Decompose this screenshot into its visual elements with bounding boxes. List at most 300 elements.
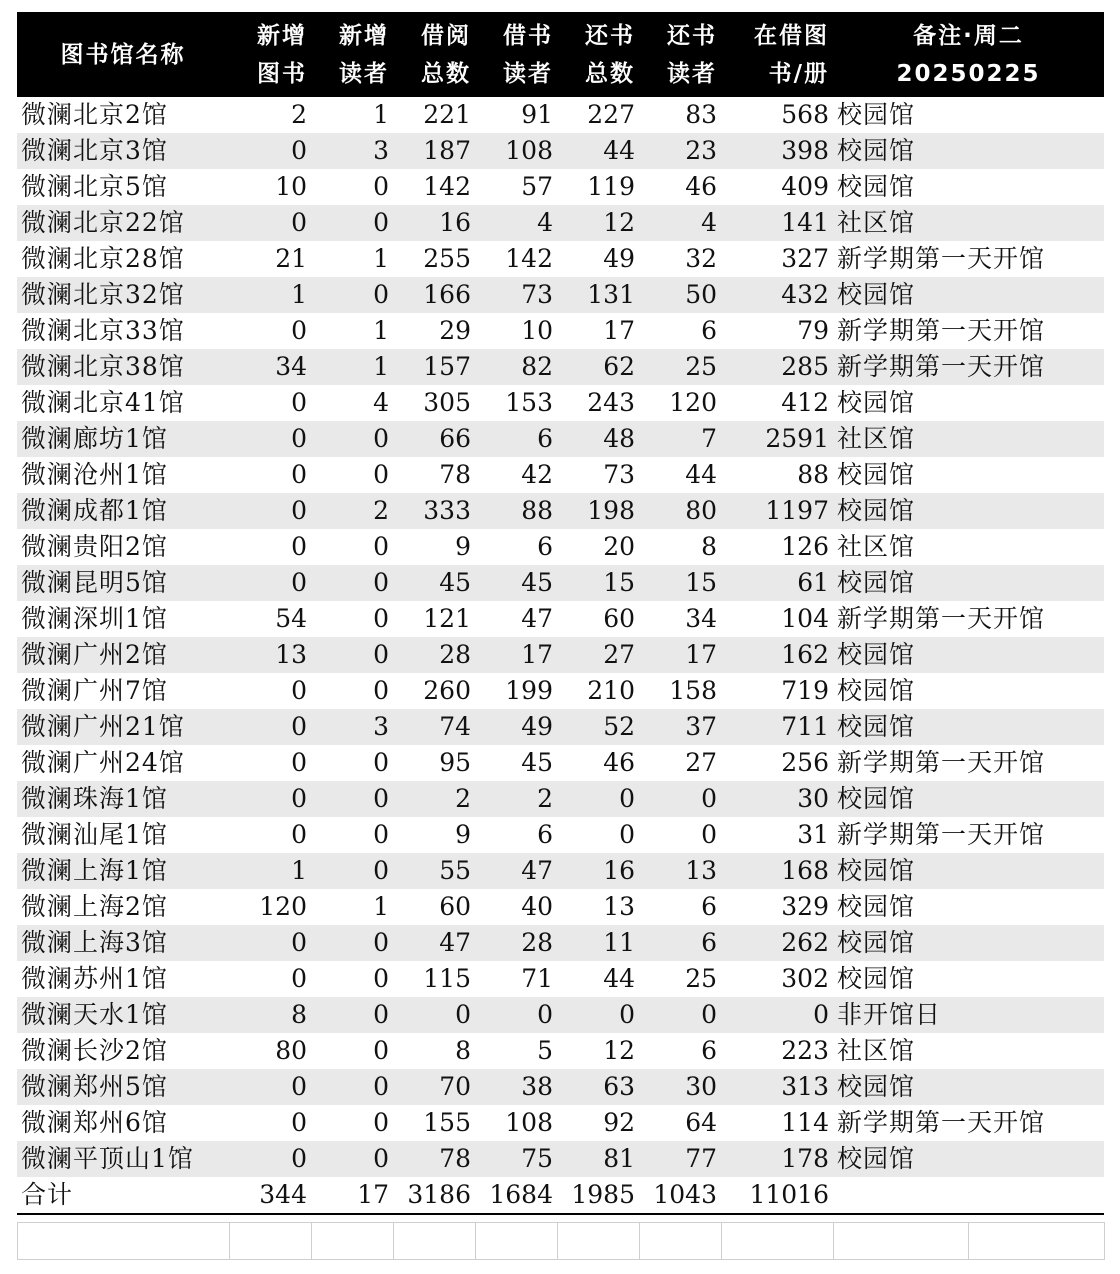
cell-loan-readers[interactable]: 17: [475, 637, 557, 673]
cell-returns-total[interactable]: 198: [557, 493, 639, 529]
cell-books-on-loan[interactable]: 329: [781, 892, 829, 921]
cell-new-readers[interactable]: 0: [311, 565, 393, 601]
cell-loan-readers[interactable]: 2: [475, 781, 557, 817]
cell-note[interactable]: 校园馆: [833, 565, 1104, 601]
cell-loans-total[interactable]: 78: [439, 460, 471, 489]
cell-loan-readers[interactable]: 0: [475, 997, 557, 1033]
cell-note[interactable]: 社区馆: [833, 421, 1104, 457]
cell-library-name[interactable]: 微澜上海2馆: [21, 892, 168, 921]
header-loans-total[interactable]: 借阅 总数: [393, 12, 475, 97]
cell-note[interactable]: 新学期第一天开馆: [833, 349, 1104, 385]
cell-returns-total[interactable]: 62: [557, 349, 639, 385]
cell-note[interactable]: 社区馆: [833, 205, 1104, 241]
cell-loan-readers[interactable]: 108: [475, 133, 557, 169]
empty-cell[interactable]: [834, 1223, 969, 1260]
cell-loan-readers[interactable]: 6: [537, 532, 553, 561]
cell-note[interactable]: [833, 1177, 1104, 1214]
cell-return-readers[interactable]: 80: [639, 493, 721, 529]
cell-returns-total[interactable]: 44: [557, 133, 639, 169]
cell-library-name[interactable]: 微澜北京38馆: [17, 349, 229, 385]
cell-books-on-loan[interactable]: 719: [781, 676, 829, 705]
cell-new-books[interactable]: 120: [259, 892, 307, 921]
cell-return-readers[interactable]: 6: [639, 925, 721, 961]
header-library-name[interactable]: 图书馆名称: [17, 12, 229, 97]
cell-new-readers[interactable]: 17: [311, 1177, 393, 1214]
cell-new-readers[interactable]: 0: [373, 1108, 389, 1137]
cell-loans-total[interactable]: 2: [393, 781, 475, 817]
cell-returns-total[interactable]: 1985: [557, 1177, 639, 1214]
cell-return-readers[interactable]: 158: [669, 676, 717, 705]
cell-loans-total[interactable]: 55: [393, 853, 475, 889]
cell-books-on-loan[interactable]: 398: [721, 133, 833, 169]
cell-loans-total[interactable]: 78: [393, 1141, 475, 1177]
cell-books-on-loan[interactable]: 285: [721, 349, 833, 385]
cell-new-readers[interactable]: 0: [311, 1141, 393, 1177]
cell-books-on-loan[interactable]: 409: [781, 172, 829, 201]
cell-returns-total[interactable]: 46: [603, 748, 635, 777]
cell-return-readers[interactable]: 46: [685, 172, 717, 201]
cell-note[interactable]: 校园馆: [833, 925, 1104, 961]
cell-new-books[interactable]: 0: [229, 925, 311, 961]
cell-return-readers[interactable]: 4: [639, 205, 721, 241]
cell-loan-readers[interactable]: 6: [537, 820, 553, 849]
cell-new-books[interactable]: 80: [275, 1036, 307, 1065]
cell-loans-total[interactable]: 121: [423, 604, 471, 633]
cell-loans-total[interactable]: 0: [393, 997, 475, 1033]
table-row: [17, 637, 1104, 673]
cell-loans-total[interactable]: 255: [423, 244, 471, 273]
cell-note[interactable]: 校园馆: [837, 100, 916, 129]
cell-returns-total[interactable]: 227: [587, 100, 635, 129]
cell-loans-total[interactable]: 260: [423, 676, 471, 705]
cell-returns-total[interactable]: 44: [603, 964, 635, 993]
cell-new-books[interactable]: 0: [291, 460, 307, 489]
cell-return-readers[interactable]: 77: [639, 1141, 721, 1177]
cell-loan-readers[interactable]: 57: [521, 172, 553, 201]
cell-books-on-loan[interactable]: 223: [781, 1036, 829, 1065]
cell-library-name[interactable]: 微澜苏州1馆: [21, 964, 168, 993]
cell-new-books[interactable]: 0: [229, 133, 311, 169]
cell-returns-total[interactable]: 17: [603, 316, 635, 345]
cell-return-readers[interactable]: 0: [639, 781, 721, 817]
cell-books-on-loan[interactable]: 11016: [721, 1177, 833, 1214]
cell-loans-total[interactable]: 187: [393, 133, 475, 169]
cell-library-name[interactable]: 微澜贵阳2馆: [21, 532, 168, 561]
cell-return-readers[interactable]: 37: [639, 709, 721, 745]
cell-note[interactable]: 校园馆: [833, 277, 1104, 313]
cell-return-readers[interactable]: 7: [639, 421, 721, 457]
cell-new-books[interactable]: 1: [229, 853, 311, 889]
empty-cell[interactable]: [969, 1223, 1105, 1260]
cell-new-books[interactable]: 21: [275, 244, 307, 273]
cell-loans-total[interactable]: 155: [423, 1108, 471, 1137]
cell-returns-total[interactable]: 119: [587, 172, 635, 201]
cell-returns-total[interactable]: 92: [603, 1108, 635, 1137]
cell-library-name[interactable]: 微澜深圳1馆: [21, 604, 168, 633]
cell-return-readers[interactable]: 0: [639, 997, 721, 1033]
cell-books-on-loan[interactable]: 30: [721, 781, 833, 817]
cell-return-readers[interactable]: 44: [685, 460, 717, 489]
cell-new-books[interactable]: 0: [291, 964, 307, 993]
cell-library-name[interactable]: 微澜北京5馆: [21, 172, 168, 201]
cell-new-readers[interactable]: 2: [311, 493, 393, 529]
cell-books-on-loan[interactable]: 79: [797, 316, 829, 345]
cell-note[interactable]: 社区馆: [837, 532, 916, 561]
cell-loans-total[interactable]: 3186: [393, 1177, 475, 1214]
cell-returns-total[interactable]: 12: [603, 1036, 635, 1065]
cell-note[interactable]: 校园馆: [833, 637, 1104, 673]
cell-library-name[interactable]: 微澜廊坊1馆: [17, 421, 229, 457]
cell-new-readers[interactable]: 0: [311, 205, 393, 241]
cell-library-name[interactable]: 微澜广州2馆: [17, 637, 229, 673]
cell-return-readers[interactable]: 8: [701, 532, 717, 561]
header-returns-total[interactable]: 还书 总数: [557, 12, 639, 97]
header-return-readers[interactable]: 还书 读者: [639, 12, 721, 97]
cell-books-on-loan[interactable]: 262: [721, 925, 833, 961]
cell-library-name[interactable]: 微澜上海1馆: [17, 853, 229, 889]
cell-loans-total[interactable]: 45: [393, 565, 475, 601]
cell-new-books[interactable]: 8: [229, 997, 311, 1033]
cell-loans-total[interactable]: 66: [393, 421, 475, 457]
cell-books-on-loan[interactable]: 327: [781, 244, 829, 273]
cell-note[interactable]: 新学期第一天开馆: [837, 244, 1046, 273]
cell-returns-total[interactable]: 73: [603, 460, 635, 489]
cell-loan-readers[interactable]: 38: [475, 1069, 557, 1105]
cell-library-name[interactable]: 微澜北京2馆: [21, 100, 168, 129]
cell-loan-readers[interactable]: 4: [475, 205, 557, 241]
cell-note[interactable]: 新学期第一天开馆: [837, 748, 1046, 777]
cell-books-on-loan[interactable]: 0: [721, 997, 833, 1033]
cell-new-books[interactable]: 13: [229, 637, 311, 673]
cell-returns-total[interactable]: 210: [587, 676, 635, 705]
cell-loan-readers[interactable]: 5: [537, 1036, 553, 1065]
cell-new-readers[interactable]: 0: [311, 637, 393, 673]
cell-books-on-loan[interactable]: 2591: [721, 421, 833, 457]
cell-new-books[interactable]: 0: [229, 781, 311, 817]
cell-returns-total[interactable]: 49: [603, 244, 635, 273]
empty-cell[interactable]: [558, 1223, 640, 1260]
cell-note[interactable]: 校园馆: [837, 676, 916, 705]
cell-books-on-loan[interactable]: 432: [721, 277, 833, 313]
cell-returns-total[interactable]: 13: [603, 892, 635, 921]
cell-new-books[interactable]: 0: [291, 1108, 307, 1137]
cell-new-books[interactable]: 0: [229, 493, 311, 529]
cell-library-name[interactable]: 微澜长沙2馆: [21, 1036, 168, 1065]
cell-library-name[interactable]: 微澜北京32馆: [17, 277, 229, 313]
cell-library-name[interactable]: 微澜广州21馆: [17, 709, 229, 745]
cell-returns-total[interactable]: 0: [619, 820, 635, 849]
empty-cell[interactable]: [640, 1223, 722, 1260]
cell-new-readers[interactable]: 1: [373, 316, 389, 345]
cell-loans-total[interactable]: 142: [423, 172, 471, 201]
cell-new-readers[interactable]: 0: [311, 1069, 393, 1105]
cell-return-readers[interactable]: 64: [685, 1108, 717, 1137]
cell-returns-total[interactable]: 63: [557, 1069, 639, 1105]
cell-books-on-loan[interactable]: 162: [721, 637, 833, 673]
cell-new-books[interactable]: 0: [291, 316, 307, 345]
cell-loans-total[interactable]: 115: [423, 964, 471, 993]
cell-return-readers[interactable]: 6: [701, 1036, 717, 1065]
cell-loan-readers[interactable]: 75: [475, 1141, 557, 1177]
cell-returns-total[interactable]: 27: [557, 637, 639, 673]
cell-library-name[interactable]: 微澜北京22馆: [17, 205, 229, 241]
cell-loans-total[interactable]: 8: [455, 1036, 471, 1065]
cell-loans-total[interactable]: 47: [393, 925, 475, 961]
cell-new-books[interactable]: 0: [229, 1141, 311, 1177]
cell-return-readers[interactable]: 27: [685, 748, 717, 777]
cell-books-on-loan[interactable]: 412: [781, 388, 829, 417]
cell-library-name[interactable]: 微澜上海3馆: [17, 925, 229, 961]
cell-return-readers[interactable]: 25: [639, 349, 721, 385]
cell-books-on-loan[interactable]: 114: [781, 1108, 829, 1137]
cell-loans-total[interactable]: 60: [439, 892, 471, 921]
cell-books-on-loan[interactable]: 313: [721, 1069, 833, 1105]
cell-loan-readers[interactable]: 1684: [475, 1177, 557, 1214]
cell-note[interactable]: 校园馆: [833, 133, 1104, 169]
cell-new-books[interactable]: 0: [229, 205, 311, 241]
cell-new-readers[interactable]: 1: [373, 244, 389, 273]
cell-note[interactable]: 校园馆: [837, 892, 916, 921]
cell-loan-readers[interactable]: 153: [505, 388, 553, 417]
cell-new-readers[interactable]: 0: [373, 820, 389, 849]
cell-loan-readers[interactable]: 73: [475, 277, 557, 313]
cell-new-readers[interactable]: 0: [311, 853, 393, 889]
empty-cell[interactable]: [722, 1223, 834, 1260]
cell-note[interactable]: 校园馆: [837, 172, 916, 201]
cell-loans-total[interactable]: 157: [393, 349, 475, 385]
cell-note[interactable]: 新学期第一天开馆: [837, 1108, 1046, 1137]
cell-note[interactable]: 新学期第一天开馆: [837, 604, 1046, 633]
cell-loan-readers[interactable]: 6: [475, 421, 557, 457]
cell-loans-total[interactable]: 95: [439, 748, 471, 777]
cell-note[interactable]: 校园馆: [833, 1141, 1104, 1177]
cell-loans-total[interactable]: 9: [455, 532, 471, 561]
cell-new-books[interactable]: 0: [229, 421, 311, 457]
cell-new-books[interactable]: 2: [291, 100, 307, 129]
cell-note[interactable]: 校园馆: [837, 964, 916, 993]
cell-books-on-loan[interactable]: 256: [781, 748, 829, 777]
cell-return-readers[interactable]: 30: [639, 1069, 721, 1105]
cell-library-name[interactable]: 微澜郑州5馆: [17, 1069, 229, 1105]
cell-loan-readers[interactable]: 10: [521, 316, 553, 345]
cell-return-readers[interactable]: 25: [685, 964, 717, 993]
cell-library-name[interactable]: 微澜珠海1馆: [17, 781, 229, 817]
cell-books-on-loan[interactable]: 61: [721, 565, 833, 601]
cell-new-readers[interactable]: 0: [311, 997, 393, 1033]
cell-new-readers[interactable]: 0: [373, 172, 389, 201]
cell-loan-readers[interactable]: 71: [521, 964, 553, 993]
cell-loans-total[interactable]: 305: [423, 388, 471, 417]
cell-library-name[interactable]: 微澜成都1馆: [17, 493, 229, 529]
cell-library-name[interactable]: 微澜广州7馆: [21, 676, 168, 705]
cell-new-books[interactable]: 0: [291, 532, 307, 561]
cell-loan-readers[interactable]: 88: [475, 493, 557, 529]
empty-cell[interactable]: [230, 1223, 312, 1260]
cell-loans-total[interactable]: 29: [439, 316, 471, 345]
cell-books-on-loan[interactable]: 178: [721, 1141, 833, 1177]
cell-note[interactable]: 校园馆: [833, 1069, 1104, 1105]
cell-loan-readers[interactable]: 199: [505, 676, 553, 705]
empty-cell[interactable]: [312, 1223, 394, 1260]
cell-return-readers[interactable]: 6: [701, 892, 717, 921]
cell-new-readers[interactable]: 1: [373, 892, 389, 921]
cell-new-readers[interactable]: 0: [311, 925, 393, 961]
cell-returns-total[interactable]: 15: [557, 565, 639, 601]
cell-note[interactable]: 新学期第一天开馆: [837, 316, 1046, 345]
cell-new-books[interactable]: 0: [291, 676, 307, 705]
empty-cell[interactable]: [394, 1223, 476, 1260]
cell-library-name[interactable]: 微澜昆明5馆: [17, 565, 229, 601]
cell-returns-total[interactable]: 131: [557, 277, 639, 313]
cell-new-books[interactable]: 0: [291, 388, 307, 417]
cell-loan-readers[interactable]: 82: [475, 349, 557, 385]
cell-new-readers[interactable]: 0: [373, 1036, 389, 1065]
cell-loans-total[interactable]: 221: [423, 100, 471, 129]
cell-note[interactable]: 校园馆: [837, 460, 916, 489]
cell-returns-total[interactable]: 60: [603, 604, 635, 633]
cell-loans-total[interactable]: 74: [393, 709, 475, 745]
cell-new-readers[interactable]: 1: [311, 349, 393, 385]
cell-loans-total[interactable]: 333: [393, 493, 475, 529]
cell-return-readers[interactable]: 50: [639, 277, 721, 313]
cell-note[interactable]: 校园馆: [833, 853, 1104, 889]
cell-library-name[interactable]: 微澜郑州6馆: [21, 1108, 168, 1137]
cell-books-on-loan[interactable]: 141: [721, 205, 833, 241]
cell-new-readers[interactable]: 4: [373, 388, 389, 417]
cell-new-books[interactable]: 54: [275, 604, 307, 633]
table-row: [17, 169, 1104, 205]
cell-library-name[interactable]: 微澜沧州1馆: [21, 460, 168, 489]
cell-new-readers[interactable]: 0: [373, 748, 389, 777]
cell-return-readers[interactable]: 0: [701, 820, 717, 849]
cell-books-on-loan[interactable]: 711: [721, 709, 833, 745]
cell-note[interactable]: 社区馆: [837, 1036, 916, 1065]
cell-new-books[interactable]: 34: [229, 349, 311, 385]
header-notes[interactable]: 备注·周二 20250225: [833, 12, 1104, 97]
cell-new-readers[interactable]: 0: [311, 421, 393, 457]
cell-books-on-loan[interactable]: 104: [781, 604, 829, 633]
cell-new-books[interactable]: 0: [229, 1069, 311, 1105]
cell-returns-total[interactable]: 243: [587, 388, 635, 417]
cell-return-readers[interactable]: 23: [639, 133, 721, 169]
cell-new-books[interactable]: 0: [291, 820, 307, 849]
cell-new-readers[interactable]: 0: [373, 460, 389, 489]
cell-library-name[interactable]: 微澜北京41馆: [21, 388, 185, 417]
header-loan-readers[interactable]: 借书 读者: [475, 12, 557, 97]
cell-loan-readers[interactable]: 142: [505, 244, 553, 273]
cell-note[interactable]: 校园馆: [833, 493, 1104, 529]
cell-loan-readers[interactable]: 40: [521, 892, 553, 921]
header-books-on-loan[interactable]: 在借图 书/册: [721, 12, 833, 97]
cell-library-name[interactable]: 微澜天水1馆: [17, 997, 229, 1033]
cell-note[interactable]: 校园馆: [833, 709, 1104, 745]
cell-loan-readers[interactable]: 47: [475, 853, 557, 889]
cell-return-readers[interactable]: 34: [685, 604, 717, 633]
cell-returns-total[interactable]: 81: [557, 1141, 639, 1177]
cell-new-books[interactable]: 344: [229, 1177, 311, 1214]
cell-library-name[interactable]: 微澜北京3馆: [17, 133, 229, 169]
cell-new-readers[interactable]: 0: [311, 277, 393, 313]
cell-new-readers[interactable]: 0: [373, 532, 389, 561]
empty-cell[interactable]: [476, 1223, 558, 1260]
cell-loan-readers[interactable]: 47: [521, 604, 553, 633]
cell-loans-total[interactable]: 166: [393, 277, 475, 313]
cell-books-on-loan[interactable]: 568: [781, 100, 829, 129]
cell-loan-readers[interactable]: 28: [475, 925, 557, 961]
cell-books-on-loan[interactable]: 88: [797, 460, 829, 489]
cell-loan-readers[interactable]: 108: [505, 1108, 553, 1137]
cell-loans-total[interactable]: 16: [393, 205, 475, 241]
cell-return-readers[interactable]: 83: [685, 100, 717, 129]
cell-returns-total[interactable]: 20: [603, 532, 635, 561]
cell-books-on-loan[interactable]: 1197: [721, 493, 833, 529]
cell-returns-total[interactable]: 12: [557, 205, 639, 241]
empty-cell[interactable]: [18, 1223, 230, 1260]
cell-new-books[interactable]: 10: [275, 172, 307, 201]
cell-new-readers[interactable]: 3: [311, 133, 393, 169]
cell-returns-total[interactable]: 48: [557, 421, 639, 457]
cell-loan-readers[interactable]: 49: [475, 709, 557, 745]
cell-returns-total[interactable]: 0: [557, 997, 639, 1033]
cell-new-readers[interactable]: 0: [311, 781, 393, 817]
cell-returns-total[interactable]: 0: [557, 781, 639, 817]
cell-library-name[interactable]: 微澜平顶山1馆: [17, 1141, 229, 1177]
cell-new-books[interactable]: 0: [291, 748, 307, 777]
cell-loans-total[interactable]: 70: [393, 1069, 475, 1105]
cell-return-readers[interactable]: 15: [639, 565, 721, 601]
cell-loan-readers[interactable]: 42: [521, 460, 553, 489]
cell-new-readers[interactable]: 0: [373, 604, 389, 633]
cell-return-readers[interactable]: 1043: [639, 1177, 721, 1214]
cell-library-name[interactable]: 微澜广州24馆: [21, 748, 185, 777]
header-new-readers[interactable]: 新增 读者: [311, 12, 393, 97]
cell-library-name[interactable]: 合计: [17, 1177, 229, 1214]
cell-library-name[interactable]: 微澜汕尾1馆: [21, 820, 168, 849]
cell-note[interactable]: 校园馆: [837, 388, 916, 417]
cell-books-on-loan[interactable]: 168: [721, 853, 833, 889]
cell-return-readers[interactable]: 120: [669, 388, 717, 417]
cell-library-name[interactable]: 微澜北京28馆: [21, 244, 185, 273]
cell-books-on-loan[interactable]: 31: [797, 820, 829, 849]
cell-returns-total[interactable]: 52: [557, 709, 639, 745]
cell-new-books[interactable]: 0: [229, 709, 311, 745]
cell-new-books[interactable]: 0: [229, 565, 311, 601]
cell-new-readers[interactable]: 3: [311, 709, 393, 745]
cell-loan-readers[interactable]: 45: [475, 565, 557, 601]
header-new-books[interactable]: 新增 图书: [229, 12, 311, 97]
cell-return-readers[interactable]: 13: [639, 853, 721, 889]
cell-return-readers[interactable]: 6: [701, 316, 717, 345]
cell-returns-total[interactable]: 11: [557, 925, 639, 961]
cell-new-books[interactable]: 1: [229, 277, 311, 313]
cell-note[interactable]: 新学期第一天开馆: [837, 820, 1046, 849]
cell-note[interactable]: 非开馆日: [833, 997, 1104, 1033]
cell-new-readers[interactable]: 0: [373, 676, 389, 705]
cell-return-readers[interactable]: 32: [685, 244, 717, 273]
cell-books-on-loan[interactable]: 126: [781, 532, 829, 561]
cell-loans-total[interactable]: 9: [455, 820, 471, 849]
cell-new-readers[interactable]: 0: [373, 964, 389, 993]
cell-loans-total[interactable]: 28: [393, 637, 475, 673]
cell-loan-readers[interactable]: 91: [521, 100, 553, 129]
cell-library-name[interactable]: 微澜北京33馆: [21, 316, 185, 345]
cell-return-readers[interactable]: 17: [639, 637, 721, 673]
cell-books-on-loan[interactable]: 302: [781, 964, 829, 993]
cell-returns-total[interactable]: 16: [557, 853, 639, 889]
cell-note[interactable]: 校园馆: [833, 781, 1104, 817]
cell-loan-readers[interactable]: 45: [521, 748, 553, 777]
cell-new-readers[interactable]: 1: [373, 100, 389, 129]
